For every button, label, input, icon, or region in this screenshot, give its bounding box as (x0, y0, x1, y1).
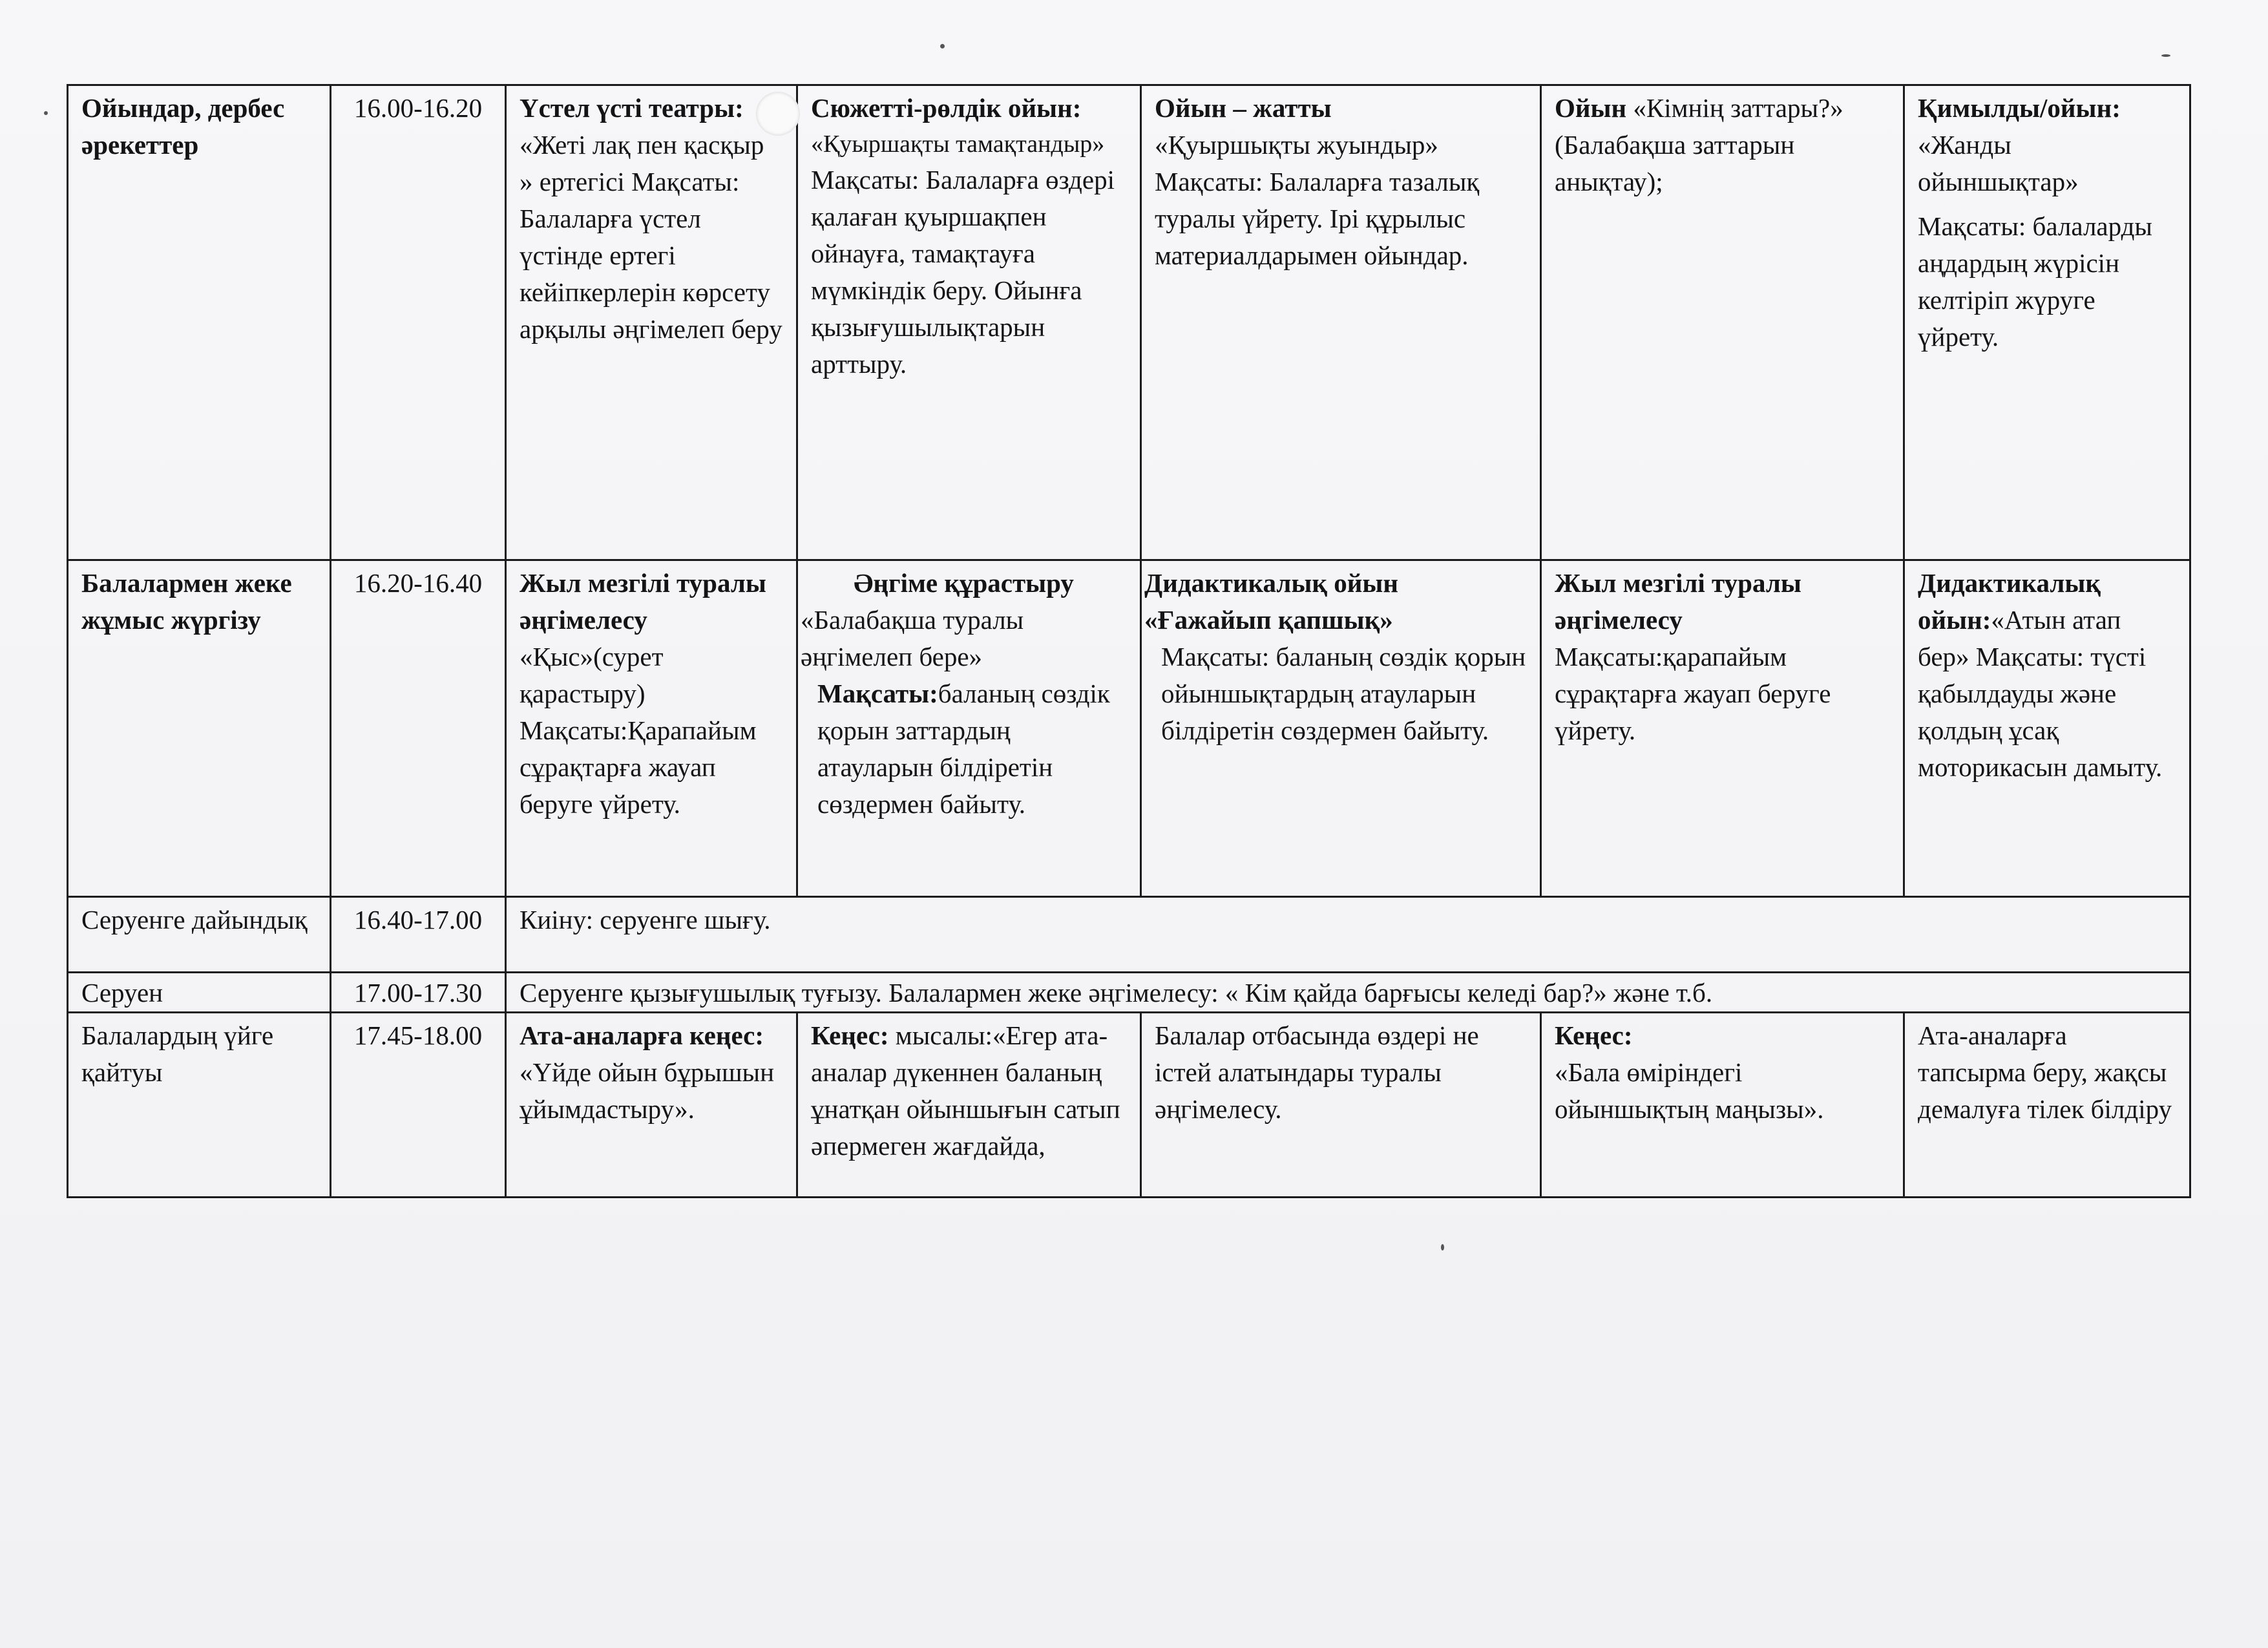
row-label-individual (68, 560, 331, 897)
cell-home-4 (1541, 1013, 1904, 1198)
scan-speck (2161, 54, 2170, 57)
cell-individual-1 (506, 560, 797, 897)
cell-title: Кеңес: (811, 1020, 889, 1050)
schedule-table (67, 84, 2191, 1198)
cell-home-5 (1904, 1013, 2190, 1198)
cell-text: Ата-аналарға тапсырма беру, жақсы демалуға тілек білдіру (1918, 1020, 2172, 1124)
cell-text: «Атын атап бер» Мақсаты: түсті қабылдауды және қолдың ұсақ моторикасын дамыту. (1918, 605, 2163, 782)
goal-label: Мақсаты: (817, 679, 938, 708)
cell-subtitle: «Жанды ойыншықтар» (1918, 130, 2079, 196)
cell-text: Мақсаты: балаларды аңдардың жүрісін келтіріп жүруге үйрету. (1918, 211, 2152, 352)
time-home (331, 1013, 506, 1198)
cell-title: Жыл мезгілі туралы әңгімелесу (520, 568, 766, 635)
row-label-walk (68, 973, 331, 1013)
punch-hole (756, 92, 800, 136)
cell-individual-5 (1904, 560, 2190, 897)
scan-speck (940, 44, 945, 48)
cell-title: Әңгіме құрастыру (854, 568, 1074, 598)
cell-games-2 (797, 85, 1141, 560)
cell-title: Ойын – жатты (1155, 93, 1332, 123)
time-text: 16.20-16.40 (353, 568, 483, 598)
row-walk (68, 973, 2190, 1013)
time-walk (331, 973, 506, 1013)
cell-text: Балалар отбасында өздері не істей алатындары туралы әңгімелесу. (1155, 1020, 1479, 1124)
cell-text: Мақсаты: Балаларға өздері қалаған қуыршақпен ойнауға, тамақтауға мүмкіндік беру. Ойынға қызығушылықтарын арттыру. (811, 165, 1115, 379)
cell-text: «Қуыршықты жуындыр» Мақсаты: Балаларға тазалық туралы үйрету. Ірі құрылыс материалдарымен ойындар. (1155, 130, 1480, 270)
cell-text: Киіну: серуенге шығу. (520, 905, 771, 935)
cell-title: Үстел үсті театры: (520, 93, 744, 123)
cell-text: Мақсаты:қарапайым сұрақтарға жауап беруге үйрету. (1555, 642, 1831, 745)
scan-speck (44, 111, 48, 115)
cell-games-5 (1904, 85, 2190, 560)
cell-games-3 (1141, 85, 1541, 560)
label-text: Серуенге дайындық (81, 905, 308, 935)
time-prep (331, 897, 506, 973)
cell-subtitle: «Балабақша туралы әңгімелеп бере» (801, 605, 1024, 671)
label-text: Балалардың үйге қайтуы (81, 1020, 274, 1087)
row-home (68, 1013, 2190, 1198)
cell-text: «Үйде ойын бұрышын ұйымдастыру». (520, 1057, 775, 1124)
cell-individual-4 (1541, 560, 1904, 897)
cell-games-4 (1541, 85, 1904, 560)
row-individual (68, 560, 2190, 897)
cell-text: «Жеті лақ пен қасқыр » ертегісі Мақсаты: Балаларға үстел үстінде ертегі кейіпкерлерін көрсету арқылы әңгімелеп беру (520, 130, 782, 344)
cell-home-1 (506, 1013, 797, 1198)
row-prep (68, 897, 2190, 973)
cell-prep (506, 897, 2190, 973)
cell-subtitle: «Қуыршақты тамақтандыр» (811, 131, 1105, 158)
label-text: Ойындар, дербес әрекеттер (81, 93, 285, 160)
cell-text: «Бала өміріндегі ойыншықтың маңызы». (1555, 1057, 1824, 1124)
row-label-prep (68, 897, 331, 973)
row-label-games (68, 85, 331, 560)
cell-title: Дидактикалық ойын «Ғажайып қапшық» (1144, 568, 1398, 635)
row-label-home (68, 1013, 331, 1198)
cell-title: Сюжетті-рөлдік ойын: (811, 93, 1082, 123)
cell-title: Ойын (1555, 93, 1627, 123)
cell-text: мысалы:«Егер ата-аналар дүкеннен баланың ұнатқан ойыншығын сатып әпермеген жағдайда, (811, 1020, 1120, 1161)
cell-individual-2 (797, 560, 1141, 897)
time-games (331, 85, 506, 560)
label-text: Балалармен жеке жұмыс жүргізу (81, 568, 292, 635)
cell-games-1 (506, 85, 797, 560)
cell-home-3 (1141, 1013, 1541, 1198)
time-text: 17.45-18.00 (353, 1020, 483, 1050)
cell-text: баланың сөздік қорын заттардың атауларын білдіретін сөздермен байыту. (817, 679, 1110, 819)
cell-title: Қимылды/ойын: (1918, 93, 2121, 123)
cell-text: Мақсаты: баланың сөздік қорын ойыншықтардың атауларын білдіретін сөздермен байыту. (1161, 642, 1526, 745)
time-text: 16.40-17.00 (353, 905, 483, 935)
cell-title: Ата-аналарға кеңес: (520, 1020, 764, 1050)
cell-home-2 (797, 1013, 1141, 1198)
cell-text: «Қыс»(сурет қарастыру) Мақсаты:Қарапайым сұрақтарға жауап беруге үйрету. (520, 642, 757, 819)
time-text: 17.00-17.30 (353, 978, 483, 1008)
label-text: Серуен (81, 978, 163, 1008)
cell-text: Серуенге қызығушылық туғызу. Балалармен жеке әңгімелесу: « Кім қайда барғысы келеді бар?» және т.б. (520, 978, 1713, 1008)
cell-walk (506, 973, 2190, 1013)
scan-speck (1441, 1244, 1444, 1251)
cell-title: Дидактикалық ойын: (1918, 568, 2101, 635)
time-individual (331, 560, 506, 897)
cell-text: «Кімнің заттары?» (Балабақша заттарын анықтау); (1555, 93, 1843, 196)
time-text: 16.00-16.20 (353, 93, 483, 123)
cell-individual-3 (1141, 560, 1541, 897)
cell-title: Жыл мезгілі туралы әңгімелесу (1555, 568, 1801, 635)
cell-title: Кеңес: (1555, 1020, 1633, 1050)
row-games (68, 85, 2190, 560)
